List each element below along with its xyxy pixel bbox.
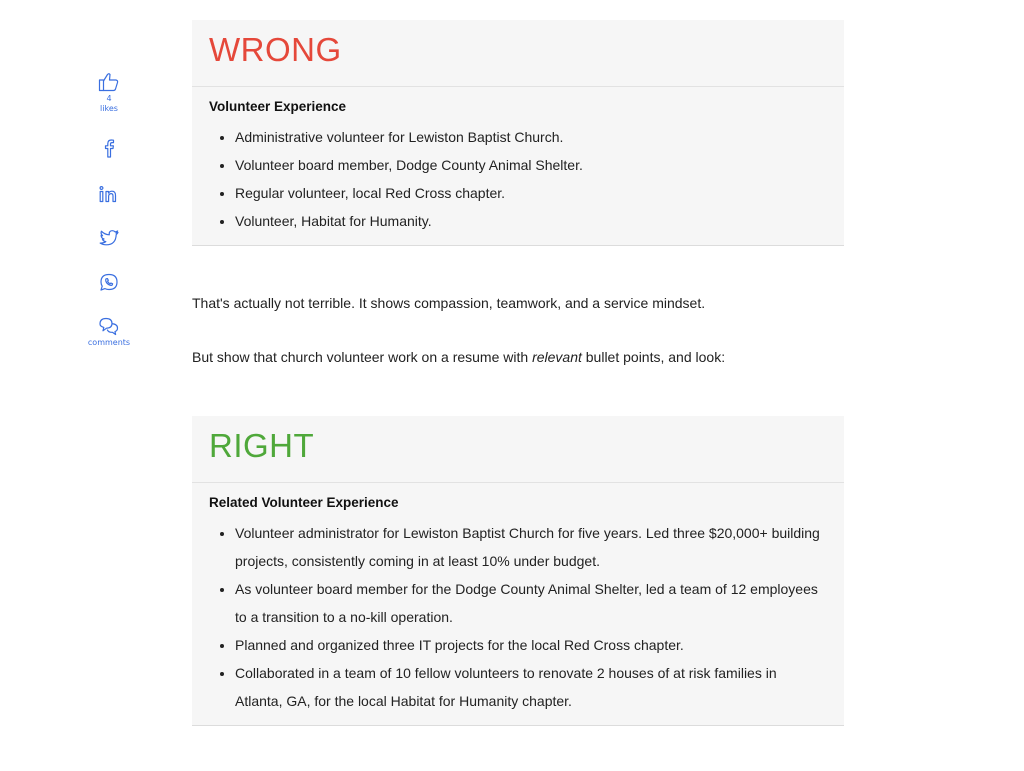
wrong-card-body <box>192 87 844 245</box>
wrong-example-card <box>192 20 844 246</box>
emphasis-relevant: relevant <box>532 349 582 365</box>
likes-count: 4 <box>106 94 112 103</box>
facebook-icon <box>97 136 121 160</box>
wrong-card-header <box>192 20 844 87</box>
whatsapp-icon <box>97 270 121 294</box>
like-button[interactable] <box>97 70 121 114</box>
twitter-icon <box>97 226 121 250</box>
right-bullet-list <box>209 519 827 715</box>
wrong-section-heading: Volunteer Experience <box>209 99 347 114</box>
right-card-body <box>192 483 844 725</box>
article-content <box>192 20 844 726</box>
facebook-share-button[interactable] <box>97 136 121 160</box>
thumbs-up-icon <box>97 70 121 94</box>
share-bar <box>84 70 134 348</box>
list-item: • Planned and organized three IT projects for the local Red Cross chapter. <box>235 631 827 659</box>
list-item: • Volunteer board member, Dodge County Animal Shelter. <box>235 151 827 179</box>
list-item: • Administrative volunteer for Lewiston Baptist Church. <box>235 123 827 151</box>
whatsapp-share-button[interactable] <box>97 270 121 294</box>
list-item: • Volunteer, Habitat for Humanity. <box>235 207 827 235</box>
paragraph-2-start: But show that church volunteer work on a resume with <box>192 349 533 365</box>
paragraph-1: That's actually not terrible. It shows compassion, teamwork, and a service mindset. <box>192 295 706 311</box>
wrong-title: WRONG <box>209 31 342 68</box>
wrong-bullet-list <box>209 123 827 235</box>
right-section-heading: Related Volunteer Experience <box>209 495 399 510</box>
right-title: RIGHT <box>209 427 315 464</box>
list-item: • Collaborated in a team of 10 fellow volunteers to renovate 2 houses of at risk families in Atlanta, GA, for the local Habitat for Humanity chapter. <box>235 659 827 715</box>
right-example-card <box>192 416 844 726</box>
list-item: • Volunteer administrator for Lewiston Baptist Church for five years. Led three $20,000+ building projects, consistently coming in at least 10% under budget. <box>235 519 827 575</box>
linkedin-icon <box>97 182 121 206</box>
paragraph-2-end: bullet points, and look: <box>581 349 726 365</box>
comments-icon <box>97 314 121 338</box>
comments-caption: comments <box>87 338 131 347</box>
paragraph-2 <box>192 347 844 367</box>
right-card-header <box>192 416 844 483</box>
list-item: • Regular volunteer, local Red Cross chapter. <box>235 179 827 207</box>
likes-caption: likes <box>100 104 118 113</box>
list-item: • As volunteer board member for the Dodge County Animal Shelter, led a team of 12 employees to a transition to a no-kill operation. <box>235 575 827 631</box>
comments-button[interactable] <box>88 314 130 348</box>
twitter-share-button[interactable] <box>97 226 121 250</box>
linkedin-share-button[interactable] <box>97 182 121 206</box>
